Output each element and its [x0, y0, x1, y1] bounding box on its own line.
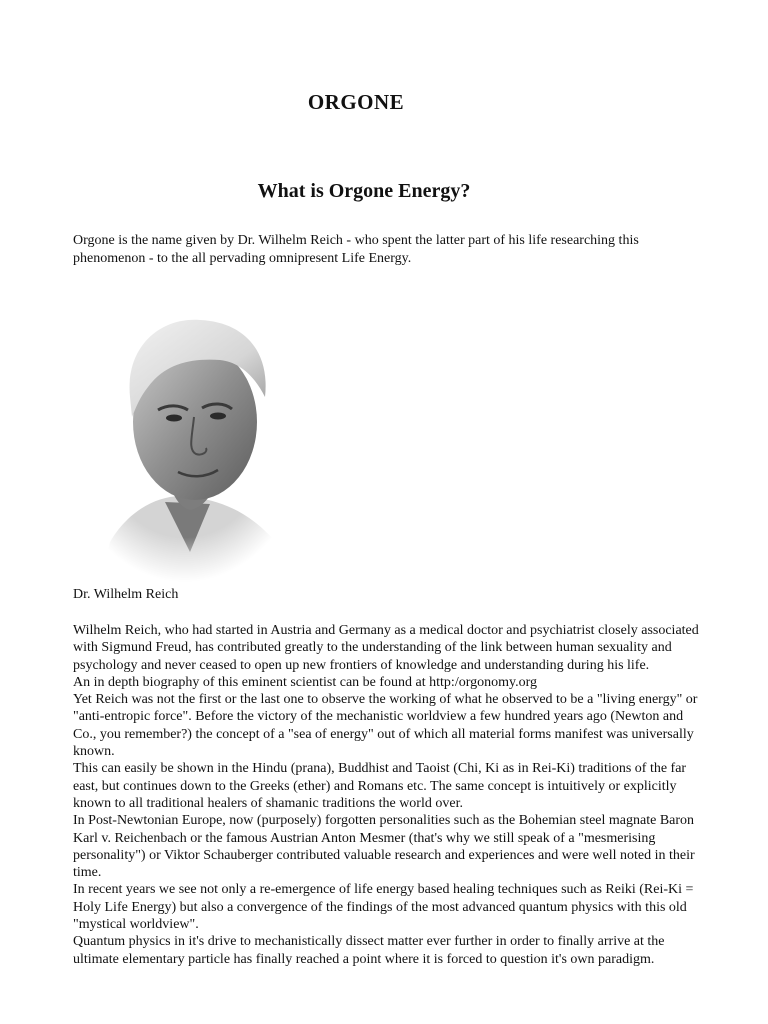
section-heading: What is Orgone Energy? — [257, 180, 471, 202]
paragraph: In recent years we see not only a re-emergence of life energy based healing techniques such as Reiki (Rei-Ki = Holy Life Energy) but also a convergence of the findings of the most advanced quantum physics with this old "mystical worldview". — [73, 882, 694, 933]
paragraph: An in depth biography of this eminent scientist can be found at http:/orgonomy.org — [73, 674, 538, 690]
article-body — [73, 622, 703, 968]
portrait-caption: Dr. Wilhelm Reich — [73, 587, 179, 602]
page-title: ORGONE — [307, 90, 405, 114]
paragraph: In Post-Newtonian Europe, now (purposely) forgotten personalities such as the Bohemian steel magnate Baron Karl v. Reichenbach or the famous Austrian Anton Mesmer (that's why we still speak of a "mesmerising personality") or Viktor Schauberger contributed valuable research and experiences and were well noted in their time. — [73, 813, 695, 881]
portrait-image — [70, 292, 300, 582]
paragraph: Quantum physics in it's drive to mechanistically dissect matter ever further in order to finally arrive at the ultimate elementary particle has finally reached a point where it is forced to question it's own paradigm. — [73, 934, 665, 967]
paragraph: Wilhelm Reich, who had started in Austria and Germany as a medical doctor and psychiatrist closely associated with Sigmund Freud, has contributed greatly to the understanding of the link between human sexuality and psychology and never ceased to open up new frontiers of knowledge and understanding during his life. — [73, 623, 699, 673]
intro-paragraph: Orgone is the name given by Dr. Wilhelm Reich - who spent the latter part of his life researching this phenomenon - to the all pervading omnipresent Life Energy. — [73, 233, 639, 266]
paragraph: This can easily be shown in the Hindu (prana), Buddhist and Taoist (Chi, Ki as in Rei-Ki) traditions of the far east, but continues down to the Greeks (ether) and Romans etc. The same concept is intuitively or explicitly known to all traditional healers of shamanic traditions the world over. — [73, 761, 687, 811]
portrait-photo — [70, 292, 300, 582]
paragraph: Yet Reich was not the first or the last one to observe the working of what he observed to be a "living energy" or "anti-entropic force". Before the victory of the mechanistic worldview a few hundred years ago (Newton and Co., you remember?) the concept of a "sea of energy" out of which all material forms manifest was universally known. — [73, 692, 698, 760]
